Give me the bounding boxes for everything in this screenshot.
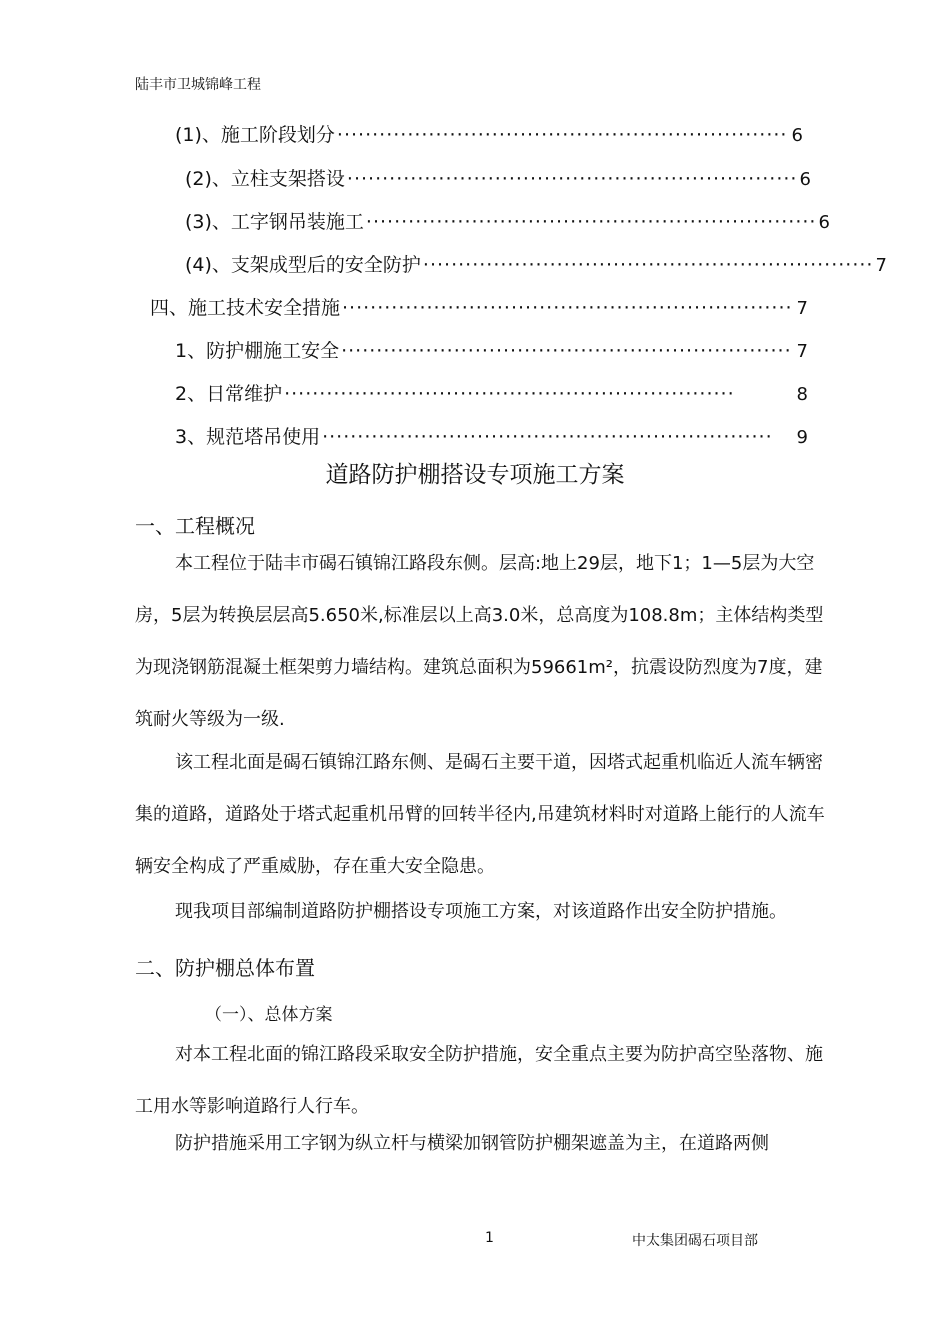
toc-entry[interactable] <box>185 250 887 277</box>
running-header: 陆丰市卫城锦峰工程 <box>135 77 261 93</box>
toc-page-number: 7 <box>875 255 887 276</box>
footer-page-number: 1 <box>485 1230 494 1246</box>
toc-page-number: 8 <box>796 384 808 405</box>
paragraph-text: 该工程北面是碣石镇锦江路东侧、是碣石主要干道，因塔式起重机临近人流车辆密集的道路，道路处于塔式起重机吊臂的回转半径内,吊建筑材料时对道路上能行的人流车辆安全构成了严重威胁，存在重大安全隐患。 <box>135 752 825 877</box>
paragraph-text: 对本工程北面的锦江路段采取安全防护措施，安全重点主要为防护高空坠落物、施工用水等影响道路行人行车。 <box>135 1044 823 1117</box>
paragraph <box>135 737 825 893</box>
toc-leader: ································································ <box>341 340 792 362</box>
toc-entry-text: (4)、支架成型后的安全防护 <box>185 254 421 276</box>
subsection-heading: （一）、总体方案 <box>205 1005 333 1025</box>
toc-page-number: 9 <box>796 427 808 448</box>
toc-leader: ································································ <box>284 383 735 405</box>
paragraph-text: 本工程位于陆丰市碣石镇锦江路段东侧。层高:地上29层，地下1；1—5层为大空房，5层为转换层层高5.650米,标准层以上高3.0米，总高度为108.8m；主体结构类型为现浇钢筋混凝土框架剪力墙结构。建筑总面积为59661m²，抗震设防烈度为7度，建筑耐火等级为一级. <box>135 553 824 730</box>
toc-leader: ································································ <box>322 426 773 448</box>
toc-page-number: 6 <box>791 125 803 146</box>
toc-leader: ································································ <box>365 211 817 233</box>
toc-entry[interactable] <box>185 207 830 234</box>
section-heading: 二、防护棚总体布置 <box>135 956 315 980</box>
paragraph-text: 现我项目部编制道路防护棚搭设专项施工方案，对该道路作出安全防护措施。 <box>175 901 787 922</box>
toc-entry[interactable] <box>175 336 808 363</box>
toc-page-number: 7 <box>796 298 808 319</box>
toc-page-number: 6 <box>818 212 830 233</box>
toc-leader: ································································ <box>336 124 788 146</box>
paragraph <box>135 1118 825 1170</box>
paragraph <box>135 538 825 746</box>
toc-entry-text: 四、施工技术安全措施 <box>150 297 341 319</box>
toc-entry[interactable] <box>150 293 808 320</box>
toc-page-number: 7 <box>796 341 808 362</box>
document-title: 道路防护棚搭设专项施工方案 <box>325 462 625 488</box>
toc-page-number: 6 <box>799 169 811 190</box>
toc-entry[interactable] <box>175 379 808 406</box>
footer-organization: 中太集团碣石项目部 <box>632 1233 758 1249</box>
toc-leader: ································································ <box>422 254 874 276</box>
toc-entry[interactable] <box>175 422 808 449</box>
toc-leader: ································································ <box>346 168 798 190</box>
toc-entry[interactable] <box>175 120 803 147</box>
toc-entry-text: 3、规范塔吊使用 <box>175 426 321 448</box>
toc-entry-text: (1)、施工阶段划分 <box>175 124 335 146</box>
toc-leader: ································································ <box>342 297 793 319</box>
toc-entry-text: 1、防护棚施工安全 <box>175 340 340 362</box>
paragraph <box>135 886 825 938</box>
toc-entry-text: 2、日常维护 <box>175 383 283 405</box>
toc-entry[interactable] <box>185 164 811 191</box>
toc-entry-text: (2)、立柱支架搭设 <box>185 168 345 190</box>
section-heading: 一、工程概况 <box>135 514 255 538</box>
toc-entry-text: (3)、工字钢吊装施工 <box>185 211 364 233</box>
paragraph-text: 防护措施采用工字钢为纵立杆与横梁加钢管防护棚架遮盖为主，在道路两侧 <box>175 1133 769 1154</box>
